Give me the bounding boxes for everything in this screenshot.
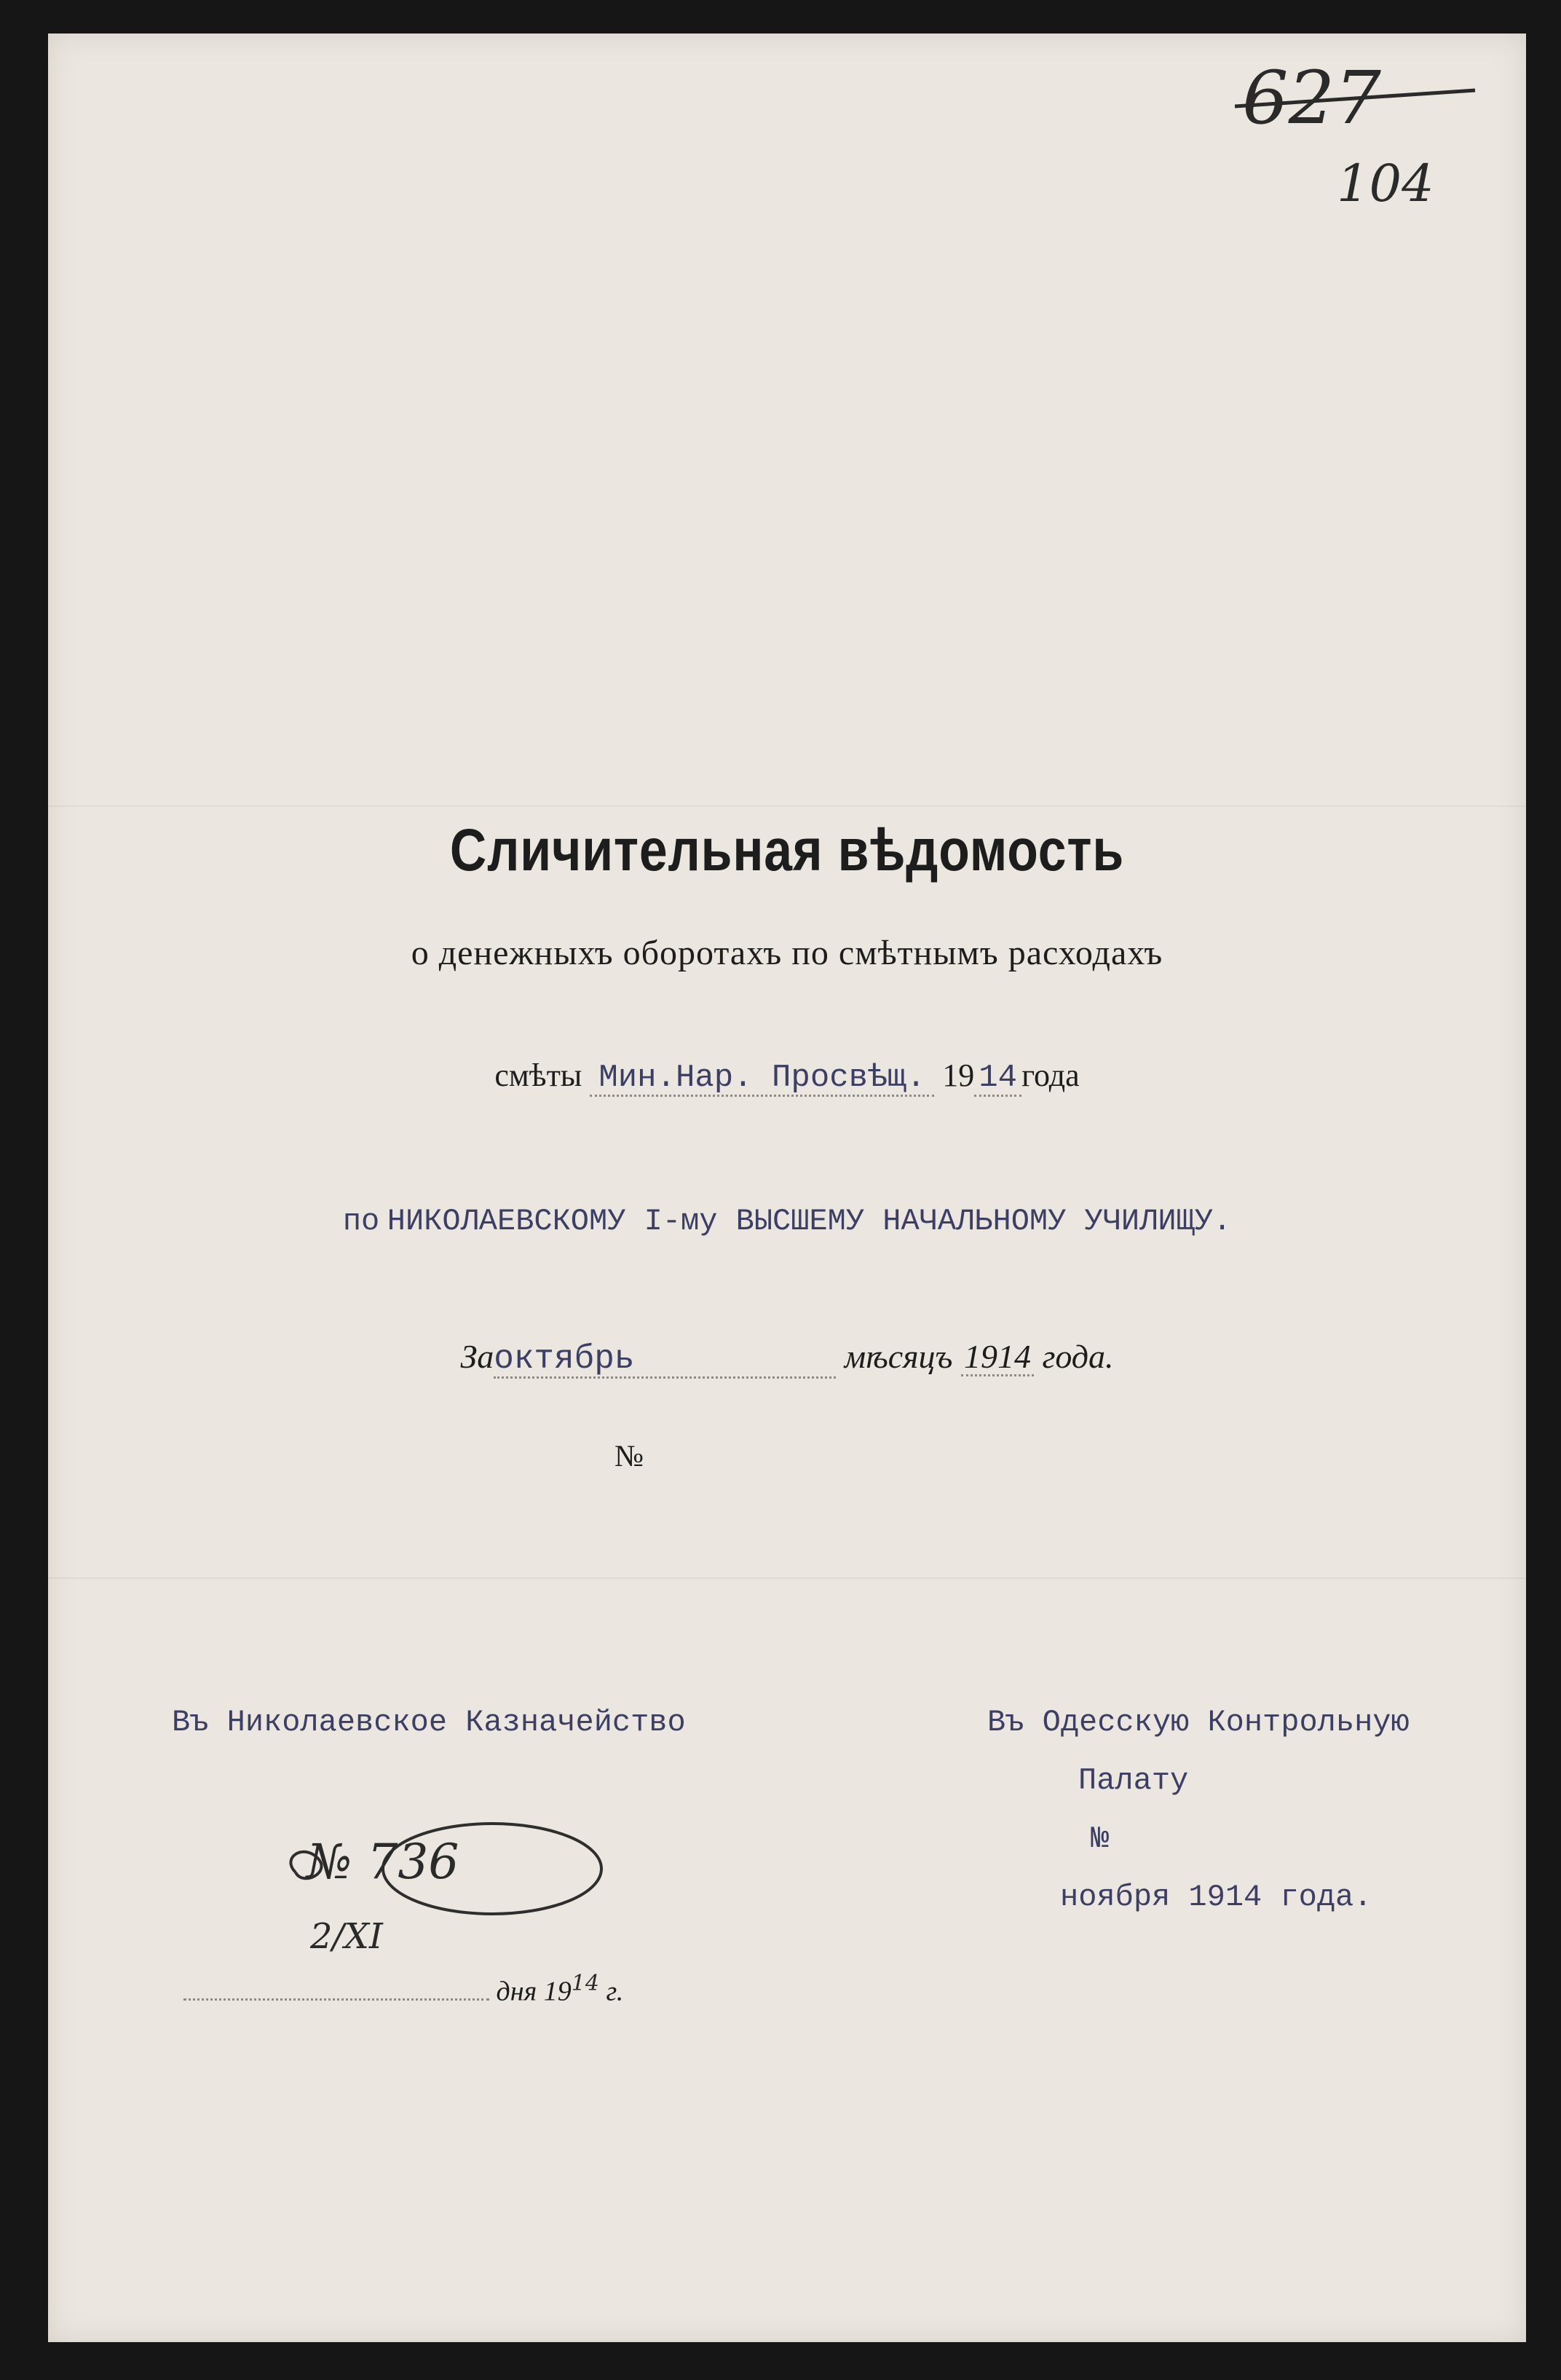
estimate-line [48,1057,1526,1097]
estimate-prefix: смѣты [494,1057,582,1093]
recipient-treasury: Въ Николаевское Казначейство [172,1705,686,1740]
school-prefix: по [342,1204,380,1239]
estimate-year-suffix: 14 [974,1061,1021,1097]
document-subtitle: о денежныхъ оборотахъ по смѣтнымъ расходахъ [411,934,1163,972]
school-line [48,1202,1526,1239]
recipient-control-chamber-number: № [1091,1821,1110,1856]
handwritten-archive-number: 627 [1242,55,1381,141]
day-year-suffix: 14 [571,1971,599,1996]
period-middle: мѣсяцъ [844,1338,953,1375]
paper-crease [48,1577,1526,1579]
handwritten-date: 2/XI [310,1916,383,1957]
day-line [183,1971,623,2008]
period-month: октябрь [494,1340,635,1378]
handwritten-page-number: 104 [1337,154,1434,213]
document-title: Сличительная вѣдомость [449,817,1125,883]
recipient-control-chamber-line1: Въ Одесскую Контрольную [987,1705,1410,1740]
recipient-control-chamber-date: ноября 1914 года. [1060,1880,1372,1915]
estimate-ministry: Мин.Нар. Просвѣщ. [590,1061,934,1097]
period-suffix: года. [1042,1338,1114,1375]
period-month-field [494,1339,836,1379]
day-label: дня [496,1976,537,2007]
recipient-control-chamber-line2: Палату [1078,1763,1189,1798]
period-line [48,1337,1526,1379]
period-year: 1914 [961,1339,1034,1376]
strike-through-line [1235,84,1482,114]
document-sheet [48,34,1526,2342]
paper-crease [48,805,1526,807]
period-prefix: За [460,1338,494,1375]
day-suffix: г. [606,1976,624,2007]
number-mark: № [614,1440,644,1473]
estimate-suffix: года [1021,1057,1080,1093]
registry-stamp-number: № 736 [307,1834,459,1890]
day-year-prefix: 19 [543,1976,572,2007]
day-blank [183,1998,489,2001]
school-name: НИКОЛАЕВСКОМУ I-му ВЫСШЕМУ НАЧАЛЬНОМУ УЧИЛИЩУ. [387,1204,1232,1239]
estimate-year-prefix: 19 [942,1057,975,1093]
